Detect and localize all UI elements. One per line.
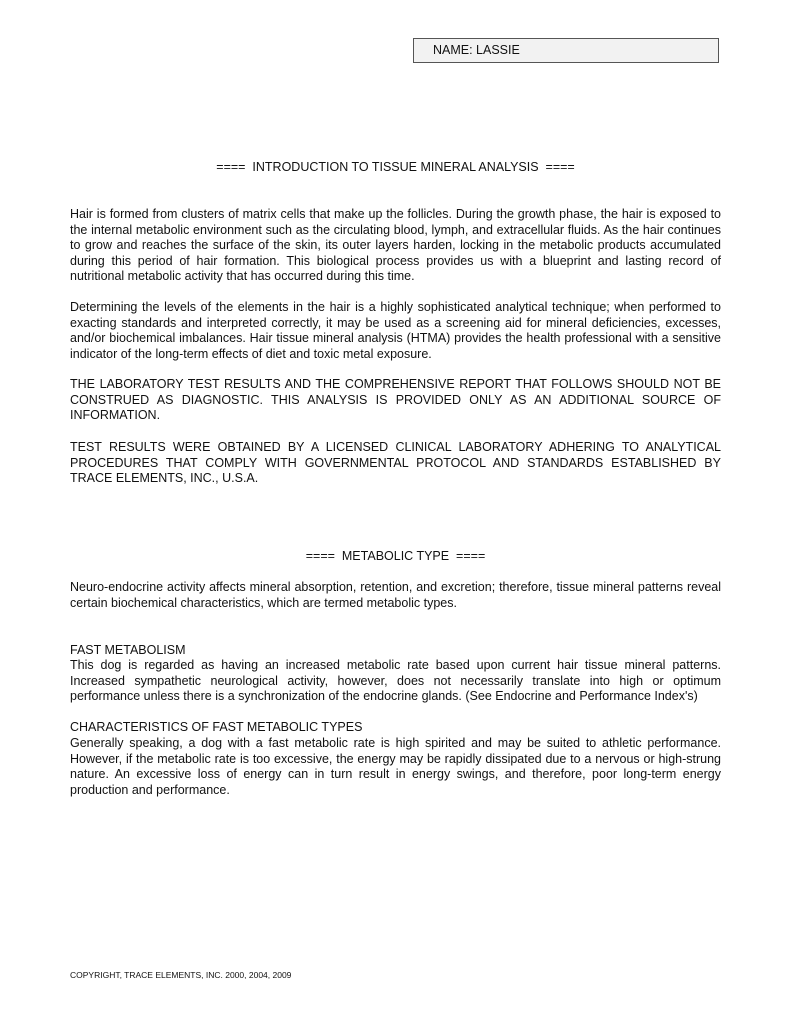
metabolic-type-heading: ==== METABOLIC TYPE ==== [305, 549, 486, 563]
patient-name-box [413, 38, 719, 63]
laboratory-paragraph: TEST RESULTS WERE OBTAINED BY A LICENSED CLINICAL LABORATORY ADHERING TO ANALYTICAL PROCEDURES THAT COMPLY WITH GOVERNMENTAL PROTOCOL AND STANDARDS ESTABLISHED BY TRACE ELEMENTS, INC., U.S.A. [70, 440, 721, 486]
characteristics-heading: CHARACTERISTICS OF FAST METABOLIC TYPES [70, 720, 363, 734]
disclaimer-paragraph: THE LABORATORY TEST RESULTS AND THE COMPREHENSIVE REPORT THAT FOLLOWS SHOULD NOT BE CONSTRUED AS DIAGNOSTIC. THIS ANALYSIS IS PROVIDED ONLY AS AN ADDITIONAL SOURCE OF INFORMATION. [70, 377, 721, 423]
characteristics-paragraph: Generally speaking, a dog with a fast metabolic rate is high spirited and may be suited to athletic performance. However, if the metabolic rate is too excessive, the energy may be rapidly dissipated due to a nervous or high-strung nature. An excessive loss of energy can in turn result in energy swings, and therefore, poor long-term energy production and performance. [70, 736, 721, 797]
patient-name-label: NAME: LASSIE [433, 43, 520, 57]
fast-metabolism-heading: FAST METABOLISM [70, 643, 186, 657]
fast-metabolism-paragraph: This dog is regarded as having an increased metabolic rate based upon current hair tissue mineral patterns. Increased sympathetic neurological activity, however, does not necessarily translate into high or optimum performance unless there is a synchronization of the endocrine glands. (See Endocrine and Performance Index's) [70, 658, 721, 704]
intro-heading: ==== INTRODUCTION TO TISSUE MINERAL ANALYSIS ==== [216, 160, 575, 174]
metabolic-intro-paragraph: Neuro-endocrine activity affects mineral absorption, retention, and excretion; therefore, tissue mineral patterns reveal certain biochemical characteristics, which are termed metabolic types. [70, 580, 721, 610]
intro-paragraph-2: Determining the levels of the elements in the hair is a highly sophisticated analytical technique; when performed to exacting standards and interpreted correctly, it may be used as a screening aid for mineral deficiencies, excesses, and/or biochemical imbalances. Hair tissue mineral analysis (HTMA) provides the health professional with a sensitive indicator of the long-term effects of diet and toxic metal exposure. [70, 300, 721, 361]
copyright-footer: COPYRIGHT, TRACE ELEMENTS, INC. 2000, 2004, 2009 [70, 970, 292, 980]
intro-paragraph-1: Hair is formed from clusters of matrix cells that make up the follicles. During the growth phase, the hair is exposed to the internal metabolic environment such as the circulating blood, lymph, and extracellular fluids. As the hair continues to grow and reaches the surface of the skin, its outer layers harden, locking in the metabolic products accumulated during this period of hair formation. This biological process provides us with a blueprint and lasting record of nutritional metabolic activity that has occurred during this time. [70, 207, 721, 284]
